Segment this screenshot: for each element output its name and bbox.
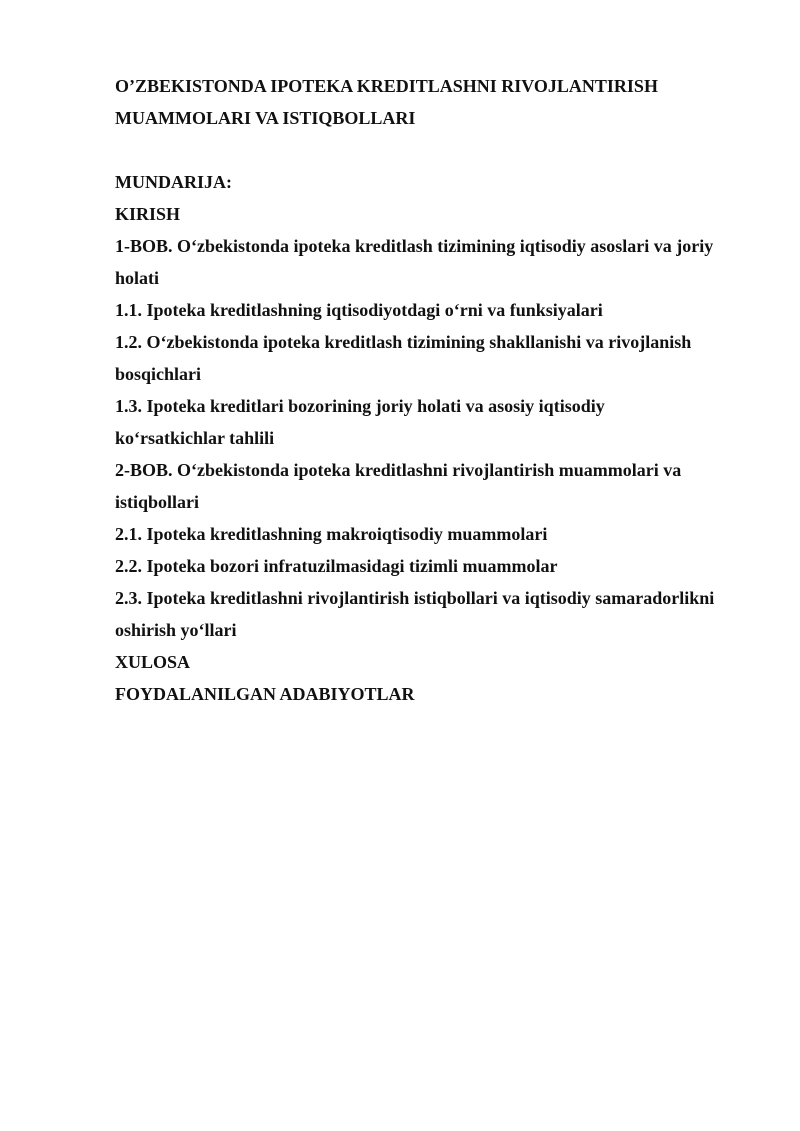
toc-item-chapter-1: 1-BOB. O‘zbekistonda ipoteka kreditlash tizimining iqtisodiy asoslari va joriy holati (115, 236, 714, 288)
toc-item-chapter-2: 2-BOB. O‘zbekistonda ipoteka kreditlashni rivojlantirish muammolari va istiqbollari (115, 460, 682, 512)
toc-item-section-2-3: 2.3. Ipoteka kreditlashni rivojlantirish istiqbollari va iqtisodiy samaradorlikni oshirish yo‘llari (115, 588, 715, 640)
table-of-contents (115, 198, 755, 710)
toc-item-xulosa: XULOSA (115, 652, 191, 672)
document-body (115, 70, 755, 710)
toc-item-section-2-2: 2.2. Ipoteka bozori infratuzilmasidagi tizimli muammolar (115, 556, 558, 576)
toc-item-references: FOYDALANILGAN ADABIYOTLAR (115, 684, 415, 704)
document-title: O’ZBEKISTONDA IPOTEKA KREDITLASHNI RIVOJLANTIRISH MUAMMOLARI VA ISTIQBOLLARI (115, 76, 658, 128)
toc-item-kirish: KIRISH (115, 204, 181, 224)
toc-heading: MUNDARIJA: (115, 172, 232, 192)
toc-item-section-1-1: 1.1. Ipoteka kreditlashning iqtisodiyotdagi o‘rni va funksiyalari (115, 300, 603, 320)
toc-item-section-2-1: 2.1. Ipoteka kreditlashning makroiqtisodiy muammolari (115, 524, 548, 544)
toc-item-section-1-2: 1.2. O‘zbekistonda ipoteka kreditlash tizimining shakllanishi va rivojlanish bosqichlari (115, 332, 692, 384)
toc-item-section-1-3: 1.3. Ipoteka kreditlari bozorining joriy holati va asosiy iqtisodiy ko‘rsatkichlar tahlili (115, 396, 605, 448)
